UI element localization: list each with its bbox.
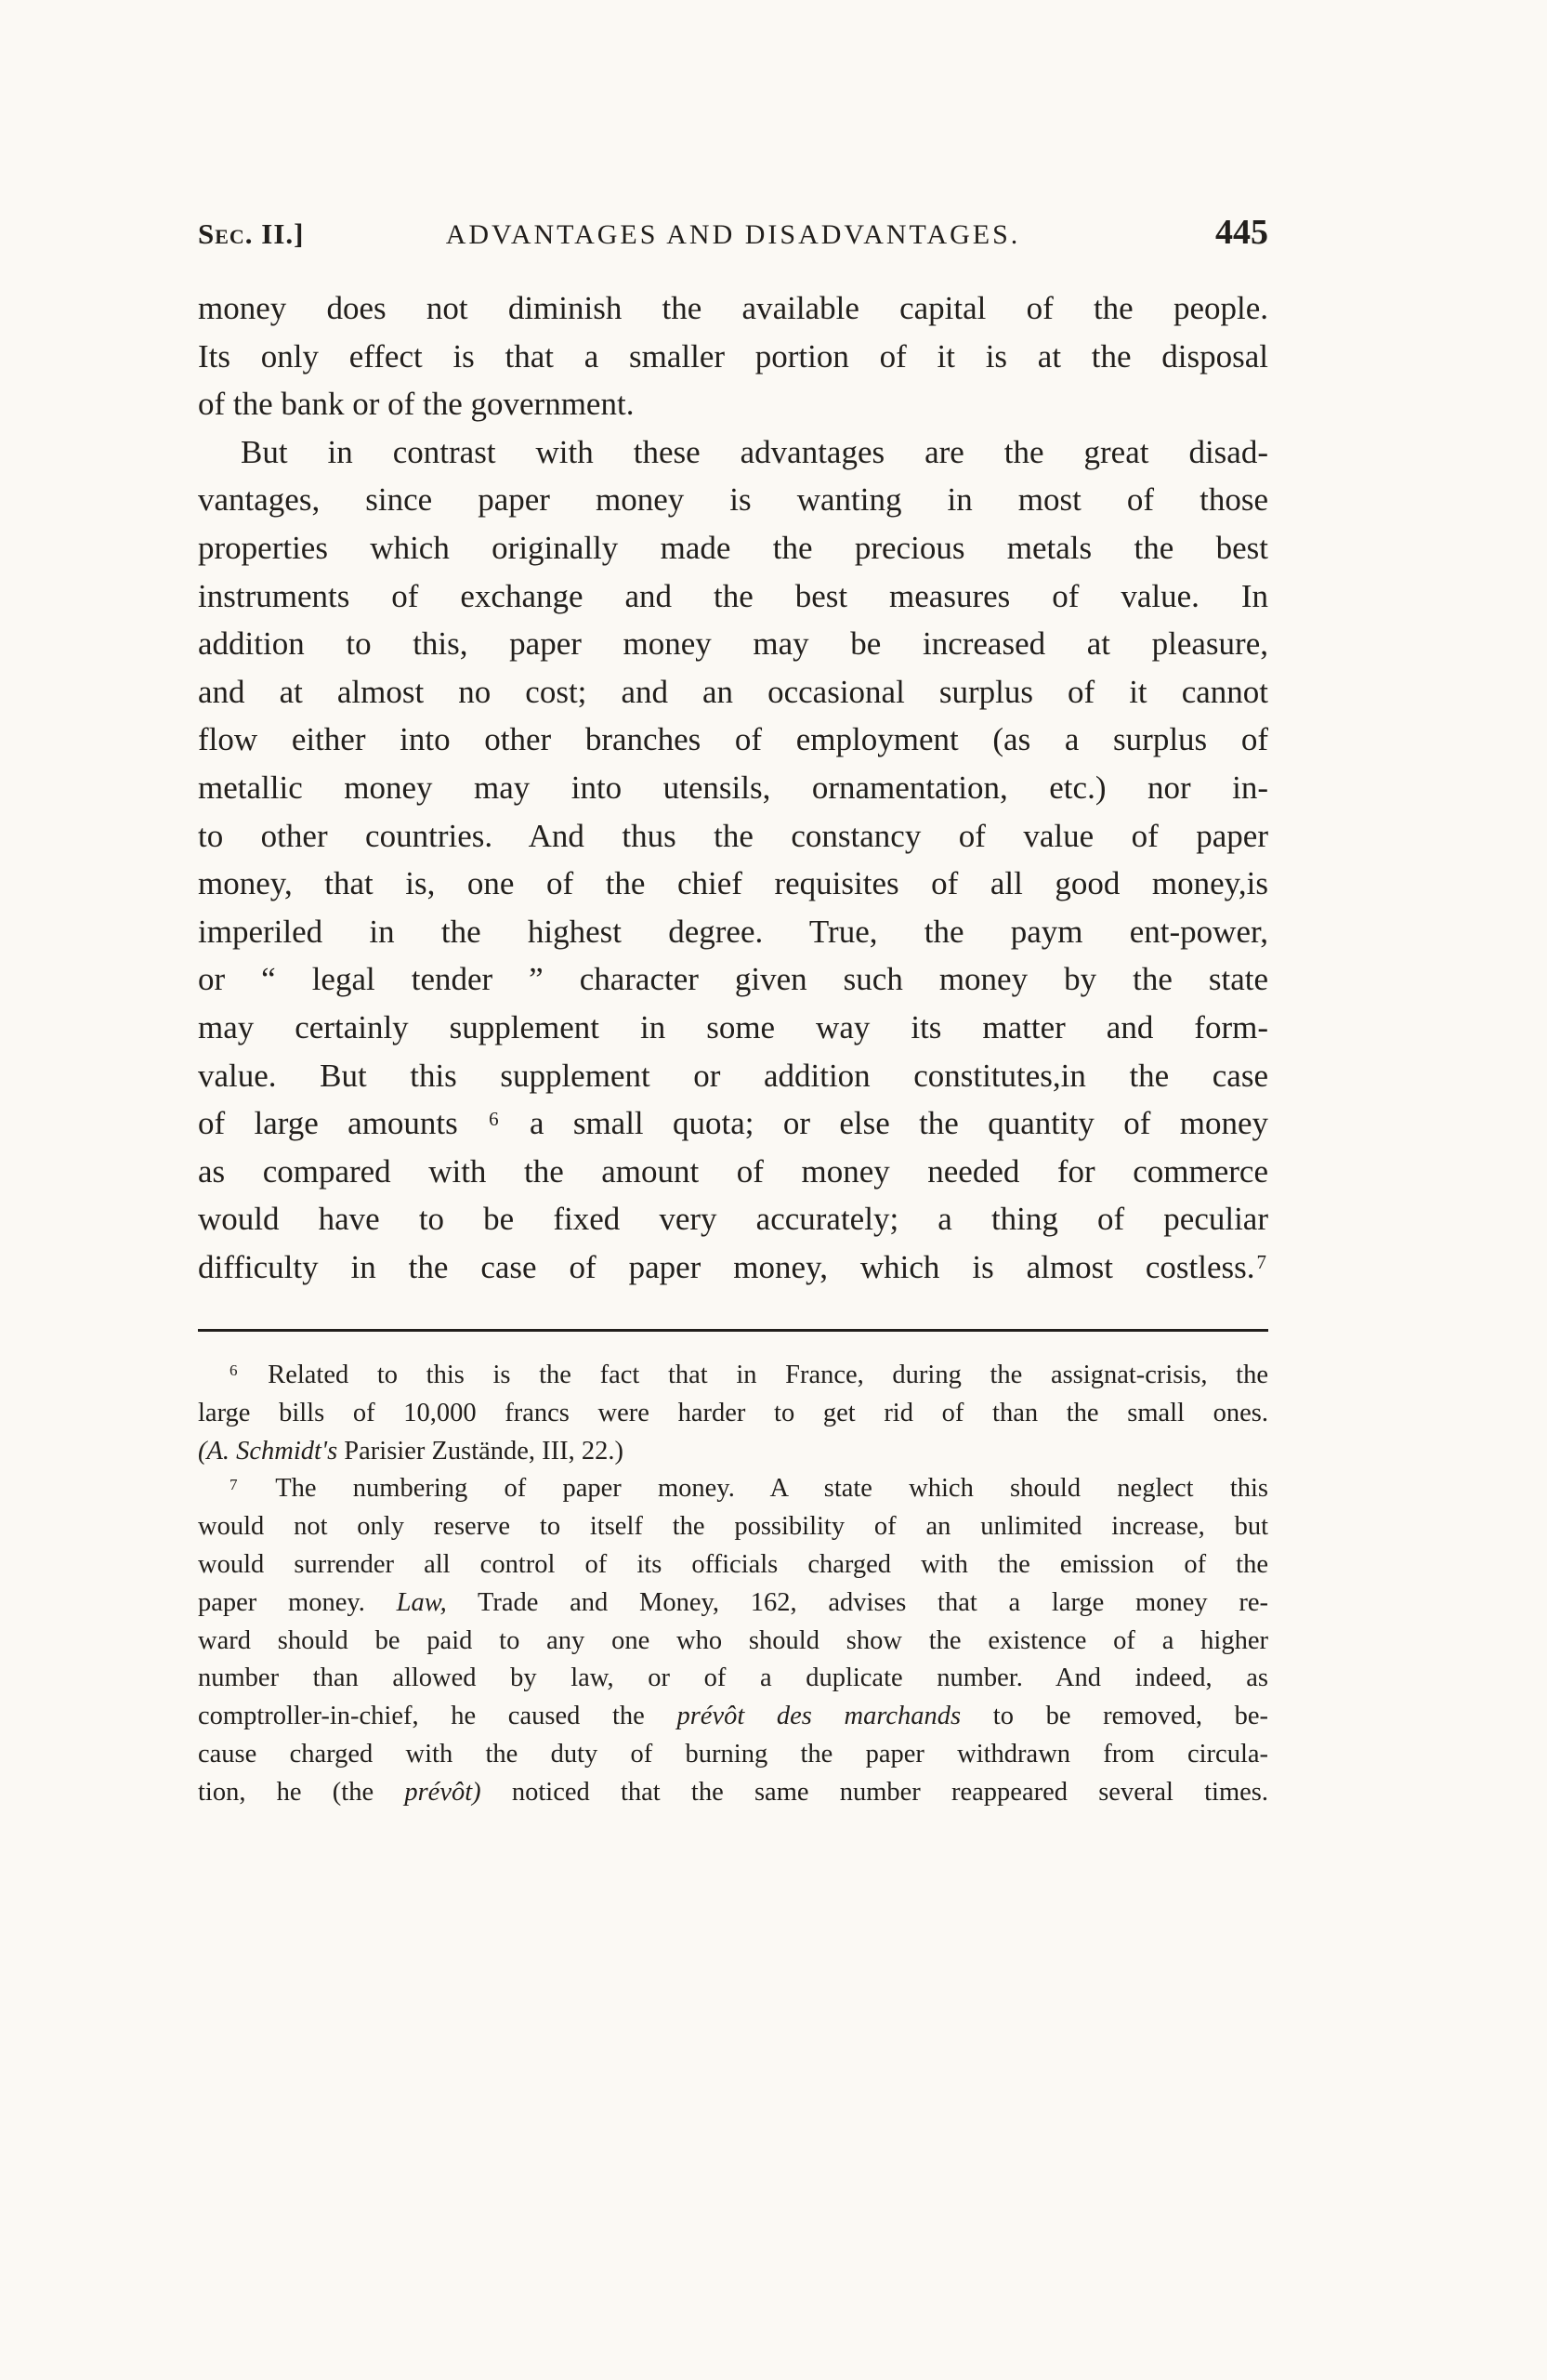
footnote-line [198, 1736, 1268, 1774]
body-line [198, 572, 1268, 621]
section-label: Sec. II.] [198, 217, 305, 250]
text-segment: addition to this, paper money may be increased at pleasure, [198, 625, 1268, 663]
body-line [198, 428, 1268, 477]
body-line [198, 1148, 1268, 1196]
text-segment: Parisier Zustände, III, 22.) [337, 1436, 624, 1466]
text-segment: Its only effect is that a smaller portion of it is at the disposal [198, 337, 1268, 375]
text-segment: tion, he (the [198, 1777, 405, 1807]
text-segment: of large amounts [198, 1105, 488, 1142]
footnote-line [198, 1433, 1268, 1471]
page-number: 445 [1215, 213, 1268, 252]
footnote-line [198, 1698, 1268, 1736]
footnote-line [198, 1584, 1268, 1623]
body-line [198, 860, 1268, 908]
text-segment: and at almost no cost; and an occasional surplus of it cannot [198, 673, 1268, 710]
footnote-line [198, 1623, 1268, 1661]
body-line [198, 1243, 1268, 1292]
text-segment: would surrender all control of its officials charged with the emission of the [198, 1549, 1268, 1579]
text-segment: or “ legal tender ” character given such money by the state [198, 961, 1268, 998]
footnote-marker: 7 [1256, 1251, 1266, 1274]
text-segment: difficulty in the case of paper money, which is almost costless. [198, 1248, 1255, 1285]
text-segment: vantages, since paper money is wanting in most of those [198, 481, 1268, 519]
text-segment: would have to be fixed very accurately; a thing of peculiar [198, 1201, 1268, 1238]
body-line [198, 380, 1268, 428]
text-segment: metallic money may into utensils, ornamentation, etc.) nor in- [198, 769, 1268, 806]
footnote-line [198, 1357, 1268, 1395]
footnote-marker: 7 [229, 1475, 238, 1493]
text-segment: number than allowed by law, or of a duplicate number. And indeed, as [198, 1663, 1268, 1693]
text-segment: prévôt des marchands [676, 1702, 962, 1731]
text-segment: But in contrast with these advantages are the great disad- [241, 433, 1268, 470]
footnote-line [198, 1470, 1268, 1508]
footnote-line [198, 1395, 1268, 1433]
text-segment: would not only reserve to itself the possibility of an unlimited increase, but [198, 1512, 1268, 1542]
text-segment: a small quota; or else the quantity of money [500, 1105, 1268, 1142]
body-line [198, 668, 1268, 717]
text-segment: value. But this supplement or addition constitutes,in the case [198, 1057, 1268, 1094]
body-line [198, 812, 1268, 861]
text-segment: as compared with the amount of money needed for commerce [198, 1152, 1268, 1190]
body-line [198, 908, 1268, 956]
page-header [198, 212, 1268, 253]
text-segment: The numbering of paper money. A state which should neglect this [239, 1474, 1268, 1504]
text-segment: cause charged with the duty of burning the paper withdrawn from circula- [198, 1739, 1268, 1769]
text-segment: of the bank or of the government. [198, 386, 635, 423]
text-segment: noticed that the same number reappeared several times. [480, 1777, 1268, 1807]
text-segment: large bills of 10,000 francs were harder to get rid of than the small ones. [198, 1398, 1268, 1427]
text-segment: flow either into other branches of employment (as a surplus of [198, 721, 1268, 758]
text-segment: paper money. [198, 1587, 397, 1617]
body-line [198, 284, 1268, 333]
text-segment: instruments of exchange and the best measures of value. In [198, 577, 1268, 614]
text-segment: comptroller-in-chief, he caused the [198, 1702, 677, 1731]
body-line [198, 524, 1268, 572]
body-line [198, 1195, 1268, 1243]
footnote-marker: 6 [489, 1107, 499, 1130]
text-segment: Trade and Money, 162, advises that a large money re- [446, 1587, 1268, 1617]
footnote-line [198, 1546, 1268, 1584]
running-title: ADVANTAGES AND DISADVANTAGES. [445, 219, 1021, 250]
footnote-line [198, 1774, 1268, 1812]
text-segment: Law, [396, 1587, 447, 1617]
footnote-line [198, 1660, 1268, 1698]
footnote-marker: 6 [229, 1361, 238, 1380]
body-line [198, 955, 1268, 1004]
footnote-rule [198, 1329, 1268, 1332]
footnote-line [198, 1508, 1268, 1546]
body-line [198, 764, 1268, 812]
footnotes [198, 1357, 1268, 1812]
text-segment: to other countries. And thus the constancy of value of paper [198, 817, 1268, 854]
text-segment: properties which originally made the precious metals the best [198, 529, 1268, 566]
text-segment: may certainly supplement in some way its matter and form- [198, 1008, 1268, 1045]
text-segment: prévôt) [404, 1777, 481, 1807]
body-line [198, 1004, 1268, 1052]
text-segment: to be removed, be- [961, 1702, 1269, 1731]
body-line [198, 1099, 1268, 1148]
body-line [198, 1052, 1268, 1100]
text-segment: ward should be paid to any one who should show the existence of a higher [198, 1625, 1268, 1655]
text-segment: Related to this is the fact that in France, during the assignat-crisis, the [239, 1361, 1268, 1389]
body-line [198, 620, 1268, 668]
body-line [198, 476, 1268, 524]
text-segment: money, that is, one of the chief requisites of all good money,is [198, 865, 1268, 902]
text-segment: (A. Schmidt's [198, 1436, 338, 1466]
body-line [198, 716, 1268, 764]
text-segment: money does not diminish the available capital of the people. [198, 290, 1268, 326]
body-line [198, 333, 1268, 381]
text-segment: imperiled in the highest degree. True, the paym ent-power, [198, 913, 1268, 950]
body-text [198, 284, 1268, 1291]
